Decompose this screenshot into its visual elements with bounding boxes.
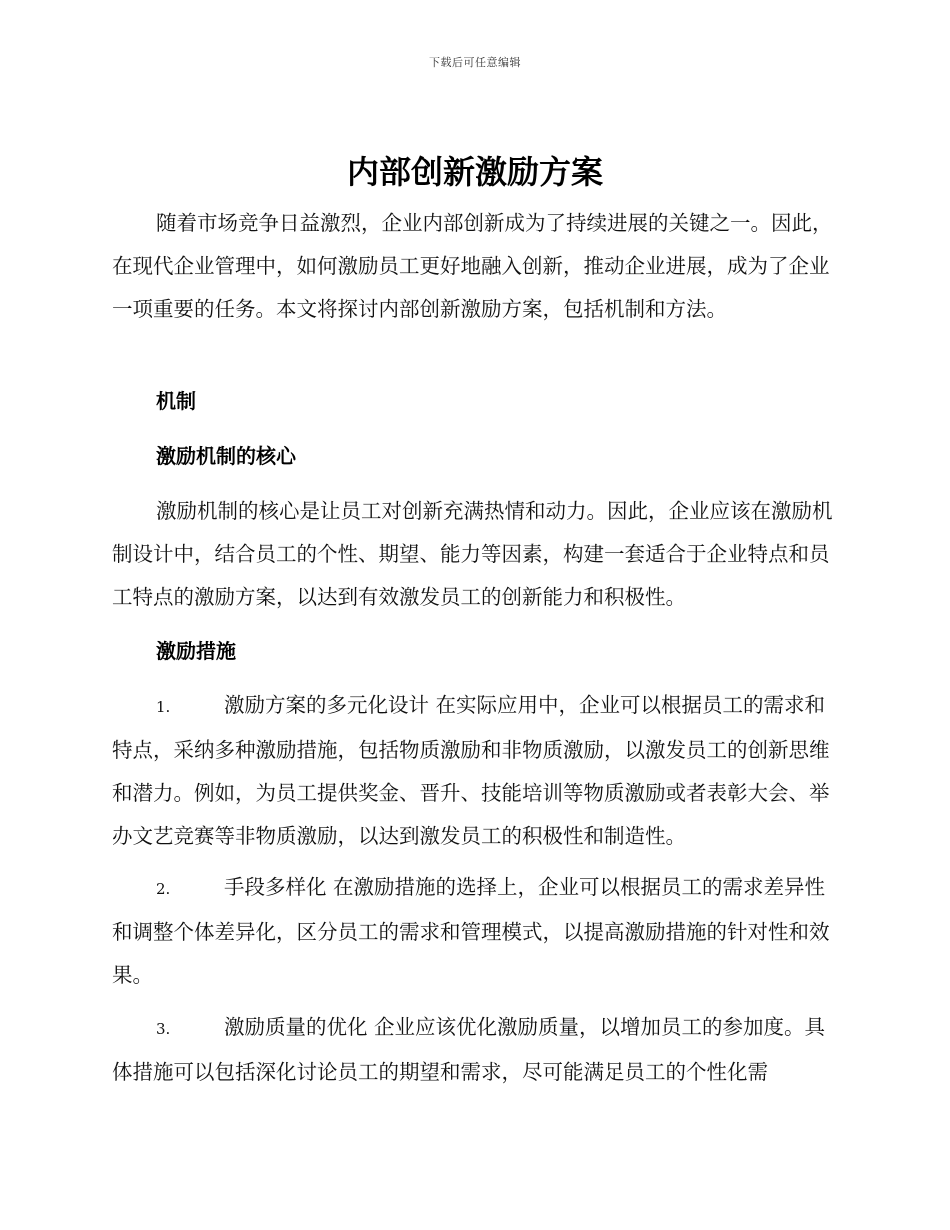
mechanism-heading-block [112, 380, 842, 423]
item-text: 激励质量的优化 企业应该优化激励质量，以增加员工的参加度。具体措施可以包括深化讨论员工的期望和需求，尽可能满足员工的个性化需 [112, 1015, 826, 1084]
measure-item [112, 1006, 842, 1094]
intro-paragraph: 随着市场竞争日益激烈，企业内部创新成为了持续进展的关键之一。因此，在现代企业管理中，如何激励员工更好地融入创新，推动企业进展，成为了企业一项重要的任务。本文将探讨内部创新激励方案，包括机制和方法。 [112, 211, 833, 321]
intro-block [112, 202, 842, 331]
measures-heading-block [112, 630, 842, 673]
measure-item [112, 684, 842, 858]
item-text: 激励方案的多元化设计 在实际应用中，企业可以根据员工的需求和特点，采纳多种激励措施，包括物质激励和非物质激励，以激发员工的创新思维和潜力。例如，为员工提供奖金、晋升、技能培训等物质激励或者表彰大会、举办文艺竞赛等非物质激励，以达到激发员工的积极性和制造性。 [112, 693, 830, 848]
subsection-heading-core: 激励机制的核心 [156, 444, 296, 468]
core-paragraph: 激励机制的核心是让员工对创新充满热情和动力。因此，企业应该在激励机制设计中，结合员工的个性、期望、能力等因素，构建一套适合于企业特点和员工特点的激励方案，以达到有效激发员工的创新能力和积极性。 [112, 499, 833, 609]
item-number: 2. [156, 880, 171, 898]
core-heading-block [112, 435, 842, 478]
document-title: 内部创新激励方案 [346, 153, 603, 191]
measure-item-3-block [112, 1006, 842, 1094]
measure-item-1-block [112, 684, 842, 858]
core-paragraph-block [112, 490, 842, 619]
item-number: 1. [156, 698, 171, 716]
header-note: 下载后可任意编辑 [429, 56, 521, 69]
item-number: 3. [156, 1020, 171, 1038]
section-heading-mechanism: 机制 [156, 389, 196, 413]
item-text: 手段多样化 在激励措施的选择上，企业可以根据员工的需求差异性和调整个体差异化，区分员工的需求和管理模式，以提高激励措施的针对性和效果。 [112, 875, 830, 987]
measure-item [112, 866, 842, 997]
measure-item-2-block [112, 866, 842, 997]
subsection-heading-measures: 激励措施 [156, 639, 236, 663]
